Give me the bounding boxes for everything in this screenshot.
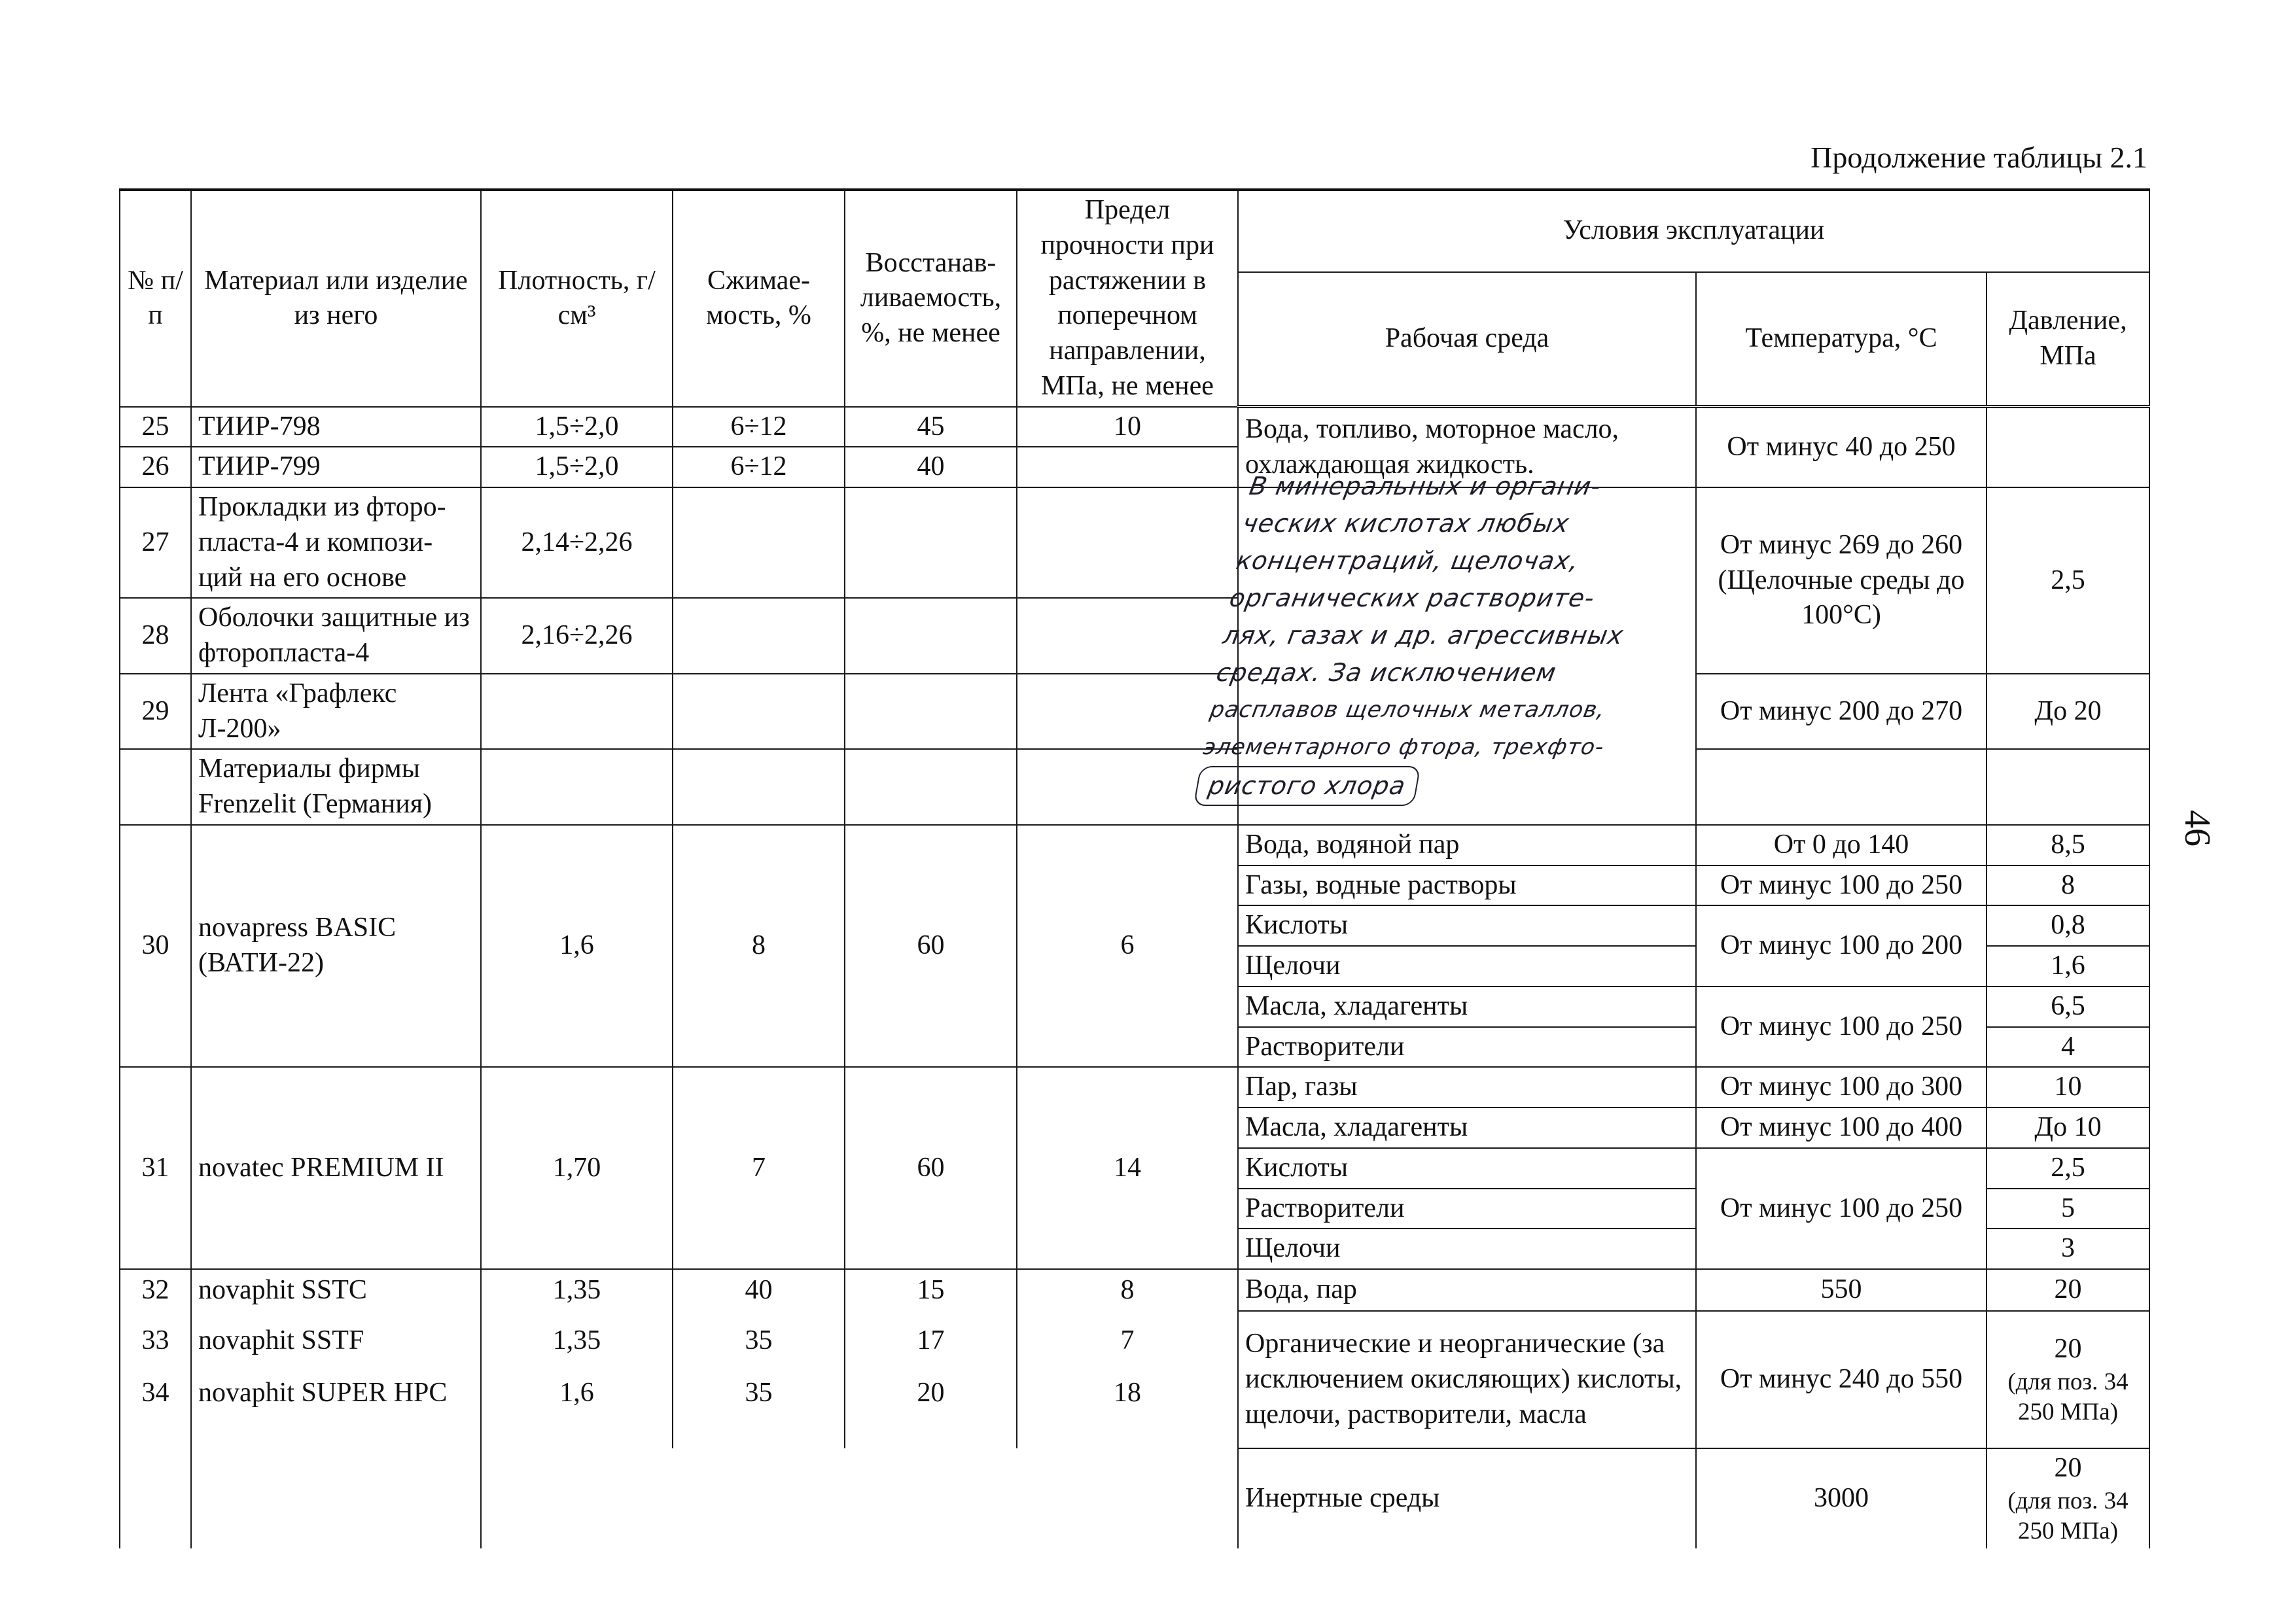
row-medium: Щелочи xyxy=(1238,946,1696,986)
row-num: 27 xyxy=(120,487,191,598)
row-recovery: 20 xyxy=(917,1377,945,1408)
row-num: 26 xyxy=(120,447,191,487)
row-pressure: 20 xyxy=(2054,1453,2082,1483)
row-material: novaphit SSTC xyxy=(191,1269,481,1311)
row-medium: Растворители xyxy=(1238,1027,1696,1068)
row-temperature: От минус 200 до 270 xyxy=(1696,674,1987,750)
table-row xyxy=(120,1311,2149,1448)
row-strength: 8 xyxy=(1017,1269,1238,1311)
row-recovery: 60 xyxy=(845,825,1017,1068)
table-row xyxy=(120,487,2149,598)
row-num: 29 xyxy=(120,674,191,750)
row-num: 33 xyxy=(141,1325,169,1355)
row-compressibility: 35 xyxy=(745,1377,773,1408)
handwritten-line: элементарного фтора, трехфто- xyxy=(1201,734,1606,760)
header-working-medium: Рабочая среда xyxy=(1238,272,1696,407)
row-density: 1,6 xyxy=(481,825,673,1068)
row-recovery xyxy=(845,674,1017,750)
handwritten-note xyxy=(1201,468,1718,800)
table-row xyxy=(120,1067,2149,1108)
table-row xyxy=(120,407,2149,447)
row-material: novaphit SUPER HPC xyxy=(198,1377,448,1408)
row-material: ТИИР-798 xyxy=(191,407,481,447)
page-number: 46 xyxy=(2177,810,2217,846)
row-material xyxy=(191,1448,481,1548)
row-material: ТИИР-799 xyxy=(191,447,481,487)
row-pressure: 6,5 xyxy=(1987,986,2149,1027)
row-medium: Щелочи xyxy=(1238,1229,1696,1269)
row-pressure: 5 xyxy=(1987,1189,2149,1229)
row-recovery xyxy=(845,487,1017,598)
row-pressure: 2,5 xyxy=(1987,487,2149,674)
header-recovery: Восстанав-ливаемость, %, не менее xyxy=(845,190,1017,407)
row-medium: Кислоты xyxy=(1238,1148,1696,1189)
row-pressure: 8 xyxy=(1987,865,2149,906)
row-recovery-group xyxy=(845,1311,1017,1448)
row-recovery xyxy=(845,598,1017,674)
row-strength xyxy=(1017,598,1238,674)
handwritten-line: ристого хлора xyxy=(1193,766,1421,806)
row-pressure-note: (для поз. 34 250 МПа) xyxy=(2007,1368,2128,1425)
row-recovery: 40 xyxy=(845,447,1017,487)
row-medium: Вода, пар xyxy=(1238,1269,1696,1311)
row-density: 1,35 xyxy=(552,1325,601,1355)
row-material: novatec PREMIUM II xyxy=(191,1067,481,1269)
row-density: 1,35 xyxy=(481,1269,673,1311)
materials-table xyxy=(119,188,2150,1548)
row-pressure-note: (для поз. 34 250 МПа) xyxy=(2007,1487,2128,1544)
row-density: 1,70 xyxy=(481,1067,673,1269)
table-row xyxy=(120,1448,2149,1548)
row-density: 1,5÷2,0 xyxy=(481,407,673,447)
row-pressure: 8,5 xyxy=(1987,825,2149,865)
row-pressure: 4 xyxy=(1987,1027,2149,1068)
header-material: Материал или изделие из него xyxy=(191,190,481,407)
row-compressibility: 6÷12 xyxy=(673,407,845,447)
row-strength: 7 xyxy=(1120,1325,1135,1355)
row-num: 25 xyxy=(120,407,191,447)
row-temperature: От минус 100 до 250 xyxy=(1696,865,1987,906)
row-density xyxy=(481,1448,673,1548)
section-heading: Материалы фирмы Frenzelit (Германия) xyxy=(191,749,481,825)
row-pressure: 0,8 xyxy=(1987,905,2149,946)
row-temperature: От минус 100 до 250 xyxy=(1696,986,1987,1068)
row-compressibility: 6÷12 xyxy=(673,447,845,487)
row-num: 32 xyxy=(120,1269,191,1311)
row-compressibility: 8 xyxy=(673,825,845,1068)
row-temperature: От минус 100 до 250 xyxy=(1696,1148,1987,1269)
row-medium: Масла, хладагенты xyxy=(1238,1108,1696,1148)
row-recovery: 17 xyxy=(917,1325,945,1355)
row-medium: Органические и неорганические (за исключением окисляющих) кислоты, щелочи, растворители, масла xyxy=(1238,1311,1696,1448)
header-operating-conditions: Условия эксплуатации xyxy=(1238,190,2149,272)
row-pressure: До 20 xyxy=(1987,674,2149,750)
row-medium: Газы, водные растворы xyxy=(1238,865,1696,906)
section-row xyxy=(120,749,2149,825)
row-material: novaphit SSTF xyxy=(198,1325,364,1355)
row-recovery xyxy=(845,749,1017,825)
handwritten-line: ческих кислотах любых xyxy=(1240,509,1572,538)
header-pressure: Давление, МПа xyxy=(1987,272,2149,407)
row-recovery: 15 xyxy=(845,1269,1017,1311)
row-pressure xyxy=(1987,749,2149,825)
row-temperature: 3000 xyxy=(1696,1448,1987,1548)
table-row xyxy=(120,674,2149,750)
row-strength xyxy=(1017,1448,1238,1548)
row-density-group xyxy=(481,1311,673,1448)
row-strength: 14 xyxy=(1017,1067,1238,1269)
table-caption: Продолжение таблицы 2.1 xyxy=(1810,141,2147,174)
handwritten-line: средах. За исключением xyxy=(1214,658,1559,687)
row-strength: 6 xyxy=(1017,825,1238,1068)
row-pressure-cell xyxy=(1987,1311,2149,1448)
row-strength: 10 xyxy=(1017,407,1238,447)
row-temperature: От минус 100 до 400 xyxy=(1696,1108,1987,1148)
row-compressibility xyxy=(673,674,845,750)
row-temperature xyxy=(1696,749,1987,825)
row-num: 30 xyxy=(120,825,191,1068)
header-num: № п/п xyxy=(120,190,191,407)
row-strength-group xyxy=(1017,1311,1238,1448)
row-pressure: 20 xyxy=(1987,1269,2149,1311)
header-density: Плотность, г/см³ xyxy=(481,190,673,407)
header-temperature: Температура, °С xyxy=(1696,272,1987,407)
row-pressure-cell xyxy=(1987,1448,2149,1548)
row-recovery: 60 xyxy=(845,1067,1017,1269)
row-density: 1,5÷2,0 xyxy=(481,447,673,487)
row-compressibility: 40 xyxy=(673,1269,845,1311)
row-num: 31 xyxy=(120,1067,191,1269)
row-material: Оболочки защитные из фторопласта-4 xyxy=(191,598,481,674)
row-pressure: 1,6 xyxy=(1987,946,2149,986)
handwritten-line: расплавов щелочных металлов, xyxy=(1208,697,1608,723)
table-row xyxy=(120,825,2149,865)
header-tensile-strength: Предел прочности при растяжении в поперечном направлении, МПа, не менее xyxy=(1017,190,1238,407)
row-num xyxy=(120,749,191,825)
row-num: 34 xyxy=(141,1377,169,1408)
row-medium: Инертные среды xyxy=(1238,1448,1696,1548)
row-compressibility xyxy=(673,598,845,674)
row-temperature: От минус 269 до 260 (Щелочные среды до 100°С) xyxy=(1696,487,1987,674)
row-temperature: От минус 100 до 200 xyxy=(1696,905,1987,986)
row-density xyxy=(481,749,673,825)
row-compressibility: 7 xyxy=(673,1067,845,1269)
row-medium: Вода, топливо, моторное масло, охлаждающая жидкость. xyxy=(1238,407,1696,488)
row-num xyxy=(120,1448,191,1548)
row-strength xyxy=(1017,487,1238,598)
row-pressure: До 10 xyxy=(1987,1108,2149,1148)
row-recovery: 45 xyxy=(845,407,1017,447)
row-material-group xyxy=(191,1311,481,1448)
row-strength xyxy=(1017,447,1238,487)
row-medium: Пар, газы xyxy=(1238,1067,1696,1108)
row-pressure: 10 xyxy=(1987,1067,2149,1108)
handwritten-line: В минеральных и органи- xyxy=(1246,472,1604,500)
handwritten-line: лях, газах и др. агрессивных xyxy=(1220,621,1626,650)
table-row xyxy=(120,1269,2149,1311)
handwritten-line: органических растворите- xyxy=(1227,584,1597,612)
row-medium: Кислоты xyxy=(1238,905,1696,946)
row-density: 2,14÷2,26 xyxy=(481,487,673,598)
row-temperature: От минус 100 до 300 xyxy=(1696,1067,1987,1108)
row-density xyxy=(481,674,673,750)
row-compressibility: 35 xyxy=(745,1325,773,1355)
row-material: Лента «Графлекс Л-200» xyxy=(191,674,481,750)
row-compressibility xyxy=(673,1448,845,1548)
row-compressibility xyxy=(673,749,845,825)
row-temperature: От 0 до 140 xyxy=(1696,825,1987,865)
row-pressure: 20 xyxy=(2054,1333,2082,1364)
row-recovery xyxy=(845,1448,1017,1548)
row-compressibility xyxy=(673,487,845,598)
row-medium: Растворители xyxy=(1238,1189,1696,1229)
row-temperature: От минус 40 до 250 xyxy=(1696,407,1987,488)
handwritten-line: концентраций, щелочах, xyxy=(1233,546,1581,575)
row-density: 1,6 xyxy=(559,1377,594,1408)
row-num: 28 xyxy=(120,598,191,674)
row-num-group xyxy=(120,1311,191,1448)
row-compressibility-group xyxy=(673,1311,845,1448)
row-temperature: 550 xyxy=(1696,1269,1987,1311)
row-strength: 18 xyxy=(1114,1377,1141,1408)
row-material: novapress BASIC (ВАТИ-22) xyxy=(191,825,481,1068)
row-medium: Масла, хладагенты xyxy=(1238,986,1696,1027)
row-pressure: 2,5 xyxy=(1987,1148,2149,1189)
row-pressure: 3 xyxy=(1987,1229,2149,1269)
header-compressibility: Сжимае-мость, % xyxy=(673,190,845,407)
row-medium: Вода, водяной пар xyxy=(1238,825,1696,865)
row-pressure xyxy=(1987,407,2149,488)
row-temperature: От минус 240 до 550 xyxy=(1696,1311,1987,1448)
row-density: 2,16÷2,26 xyxy=(481,598,673,674)
row-material: Прокладки из фторо-пласта-4 и компози-ций на его основе xyxy=(191,487,481,598)
